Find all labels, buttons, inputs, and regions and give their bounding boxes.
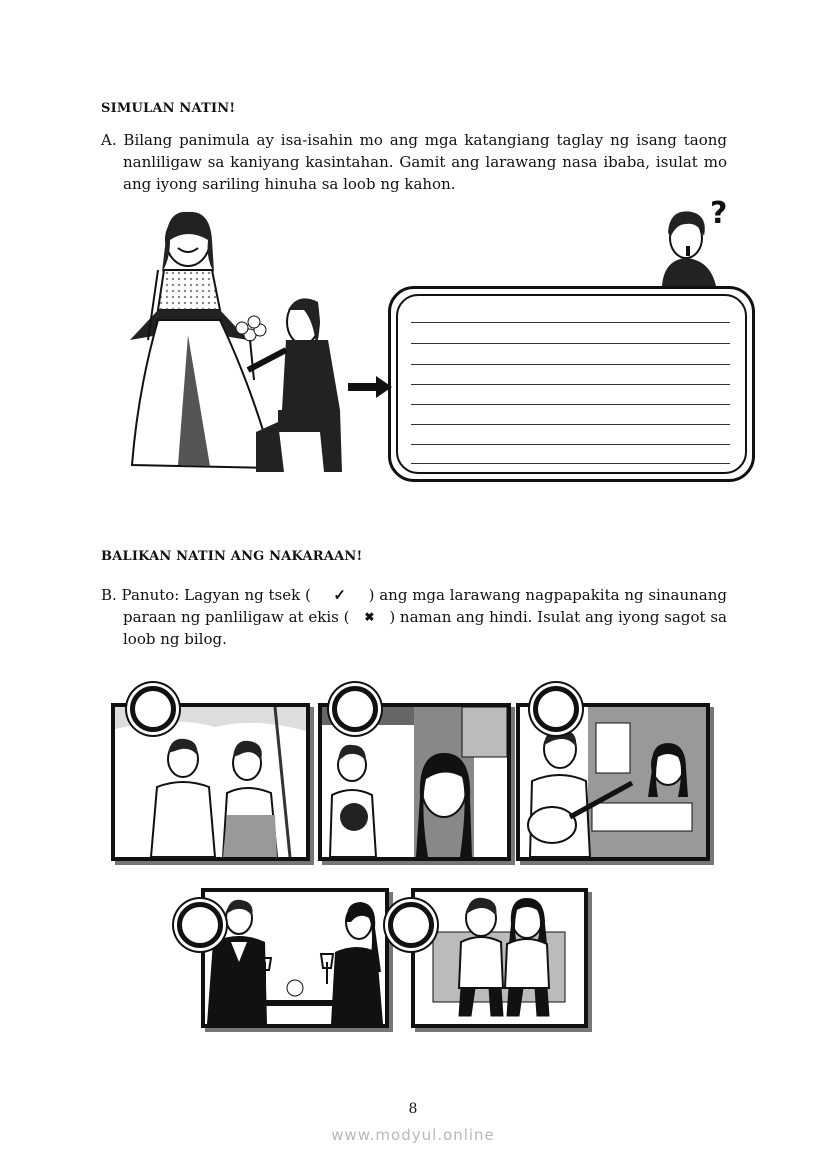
section-a-line-2: nanliligaw sa kaniyang kasintahan. Gamit ang larawang nasa ibaba, isulat mo [123,153,727,171]
answer-line[interactable] [411,444,730,445]
answer-line[interactable] [411,463,730,464]
question-mark-icon: ? [710,196,728,231]
courtship-illustration [128,210,353,480]
section-b-heading: BALIKAN NATIN ANG NAKARAAN! [101,549,363,564]
cross-icon: ✖ [364,610,375,624]
answer-line[interactable] [411,343,730,344]
section-b-line-1-start: B. Panuto: Lagyan ng tsek ( [101,586,311,604]
answer-line[interactable] [411,424,730,425]
section-b-line-3: loob ng bilog. [123,630,227,648]
answer-circle-5[interactable] [388,902,434,948]
answer-circle-4[interactable] [177,902,223,948]
section-b-instructions [101,584,727,650]
answer-line[interactable] [411,364,730,365]
answer-circle-1[interactable] [130,686,176,732]
section-a-heading: SIMULAN NATIN! [101,101,236,116]
answer-line[interactable] [411,404,730,405]
arrow-right-icon [348,376,392,398]
section-b-line-2-end: ) naman ang hindi. Isulat ang iyong sagot sa [389,608,727,626]
section-b-line-2-start: paraan ng panliligaw at ekis ( [123,608,350,626]
section-a-line-1: A. Bilang panimula ay isa-isahin mo ang mga katangiang taglay ng isang taong [101,131,727,149]
check-icon: ✓ [333,586,346,604]
picture-panel-4 [201,888,389,1028]
answer-line[interactable] [411,384,730,385]
picture-panel-5 [411,888,588,1028]
answer-box [388,286,755,482]
answer-circle-2[interactable] [332,686,378,732]
section-b-line-1-end: ) ang mga larawang nagpapakita ng sinaunang [368,586,727,604]
section-a-line-3: ang iyong sariling hinuha sa loob ng kahon. [123,175,456,193]
answer-line[interactable] [411,322,730,323]
section-a-instructions [101,129,727,195]
answer-circle-3[interactable] [533,686,579,732]
thinking-boy-illustration [658,198,740,290]
watermark: www.modyul.online [331,1126,495,1144]
page-number: 8 [408,1101,418,1117]
